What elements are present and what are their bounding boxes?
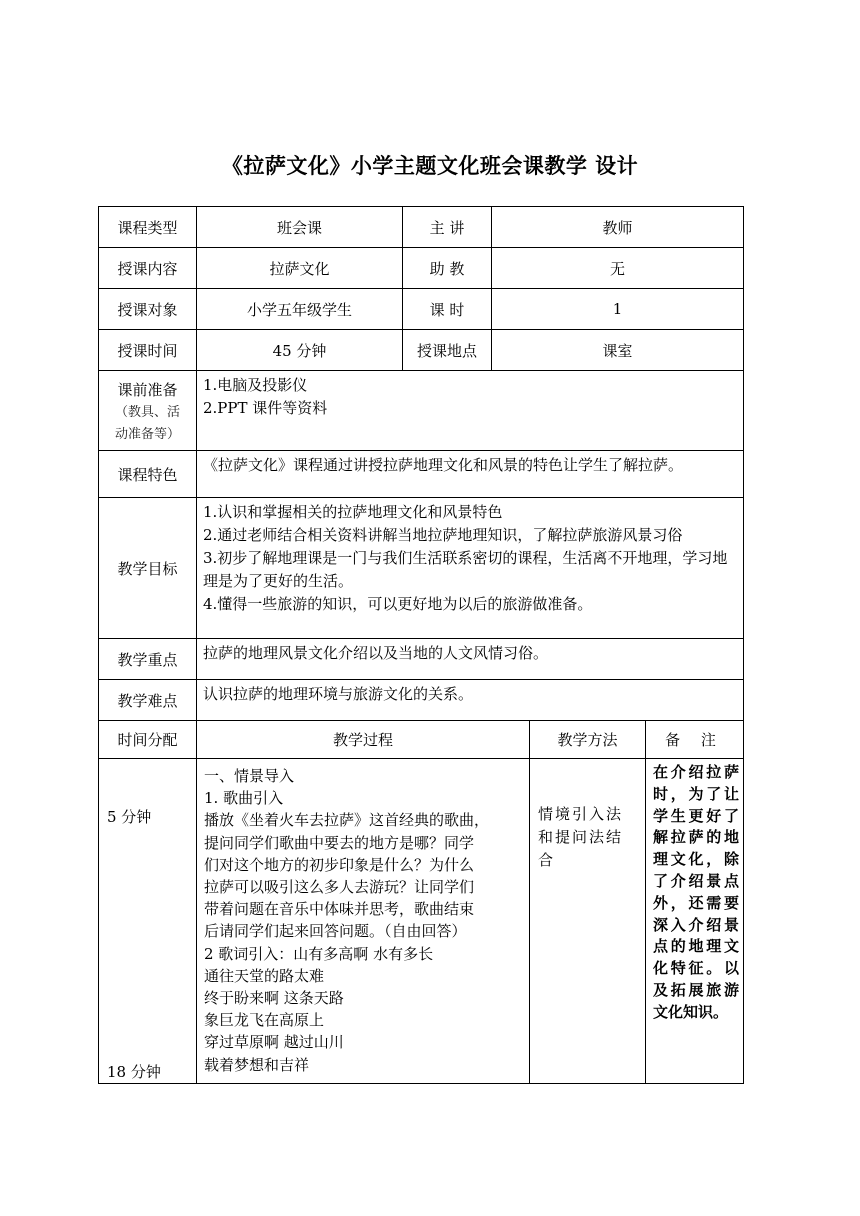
prep-label-cell: [99, 371, 197, 451]
features-text: 《拉萨文化》课程通过讲授拉萨地理文化和风景的特色让学生了解拉萨。: [197, 451, 744, 498]
table-row: [99, 721, 744, 759]
process-line: 后请同学们起来回答问题。（自由回答）: [204, 922, 467, 941]
time-allocation-cell: [99, 759, 197, 1084]
table-row: [99, 330, 744, 371]
prep-content: [197, 371, 744, 451]
process-line: 带着问题在音乐中体味并思考，歌曲结束: [204, 900, 475, 919]
time-allocation-header: 时间分配: [99, 721, 197, 759]
process-line: 终于盼来啊 这条天路: [204, 989, 344, 1008]
assistant-label: 助 教: [403, 248, 492, 289]
audience-value: 小学五年级学生: [197, 289, 403, 330]
time-allocation-1: 5 分钟: [107, 808, 152, 826]
lesson-plan-table: [98, 206, 744, 1084]
lecturer-label: 主 讲: [403, 207, 492, 248]
process-line: 象巨龙飞在高原上: [204, 1011, 325, 1030]
time-allocation-2: 18 分钟: [107, 1063, 161, 1081]
goals-content: [197, 498, 744, 639]
process-line: 2 歌词引入：山有多高啊 水有多长: [204, 944, 434, 963]
notes-text: 在介绍拉萨时，为了让学生更好了解拉萨的地理文化，除了介绍景点外，还需要深入介绍景点的地理文化特征。以及拓展旅游文化知识。: [646, 759, 744, 1084]
table-row: [99, 759, 744, 1084]
process-line: 提问同学们歌曲中要去的地方是哪？同学: [204, 833, 475, 852]
course-type-label: 课程类型: [99, 207, 197, 248]
process-line: 通往天堂的路太难: [204, 966, 325, 985]
process-line: 播放《坐着火车去拉萨》这首经典的歌曲，: [204, 811, 490, 830]
teaching-method-text: 情境引入法和提问法结合: [530, 759, 646, 1084]
process-line: 一、情景导入: [204, 767, 295, 785]
process-line: 载着梦想和吉祥: [204, 1055, 310, 1074]
list-item: 1.认识和掌握相关的拉萨地理文化和风景特色: [203, 503, 503, 521]
prep-label: 课前准备: [117, 381, 178, 399]
table-row: [99, 680, 744, 721]
prep-sublabel: 动准备等）: [114, 427, 180, 442]
notes-header: 备 注: [646, 721, 744, 759]
content-label: 授课内容: [99, 248, 197, 289]
features-label: 课程特色: [99, 451, 197, 498]
process-line: 拉萨可以吸引这么多人去游玩？让同学们: [204, 878, 475, 897]
difficulties-text: 认识拉萨的地理环境与旅游文化的关系。: [197, 680, 744, 721]
list-item: 4.懂得一些旅游的知识，可以更好地为以后的旅游做准备。: [203, 595, 593, 613]
table-row: [99, 248, 744, 289]
table-row: [99, 207, 744, 248]
course-type-value: 班会课: [197, 207, 403, 248]
periods-label: 课 时: [403, 289, 492, 330]
time-label: 授课时间: [99, 330, 197, 371]
table-row: [99, 289, 744, 330]
teaching-process-content: [197, 759, 530, 1084]
content-value: 拉萨文化: [197, 248, 403, 289]
list-item: 1.电脑及投影仪: [203, 376, 308, 394]
audience-label: 授课对象: [99, 289, 197, 330]
location-label: 授课地点: [403, 330, 492, 371]
table-row: [99, 639, 744, 680]
location-value: 课室: [492, 330, 744, 371]
time-value: 45 分钟: [197, 330, 403, 371]
teaching-process-header: 教学过程: [197, 721, 530, 759]
process-line: 1. 歌曲引入: [204, 789, 284, 808]
teaching-method-header: 教学方法: [530, 721, 646, 759]
page-title: 《拉萨文化》小学主题文化班会课教学 设计: [221, 154, 639, 178]
assistant-value: 无: [492, 248, 744, 289]
table-row: [99, 451, 744, 498]
list-item: 2.通过老师结合相关资料讲解当地拉萨地理知识，了解拉萨旅游风景习俗: [203, 526, 683, 544]
goals-label: 教学目标: [99, 498, 197, 639]
table-row: [99, 371, 744, 451]
difficulties-label: 教学难点: [99, 680, 197, 721]
list-item: 2.PPT 课件等资料: [203, 399, 328, 417]
lecturer-value: 教师: [492, 207, 744, 248]
key-points-text: 拉萨的地理风景文化介绍以及当地的人文风情习俗。: [197, 639, 744, 680]
periods-value: 1: [492, 289, 744, 330]
process-line: 们对这个地方的初步印象是什么？为什么: [204, 855, 475, 874]
list-item: 3.初步了解地理课是一门与我们生活联系密切的课程，生活离不开地理，学习地理是为了更好的生活。: [203, 549, 728, 590]
table-row: [99, 498, 744, 639]
process-line: 穿过草原啊 越过山川: [204, 1033, 344, 1052]
prep-sublabel: （教具、活: [114, 405, 180, 420]
key-points-label: 教学重点: [99, 639, 197, 680]
